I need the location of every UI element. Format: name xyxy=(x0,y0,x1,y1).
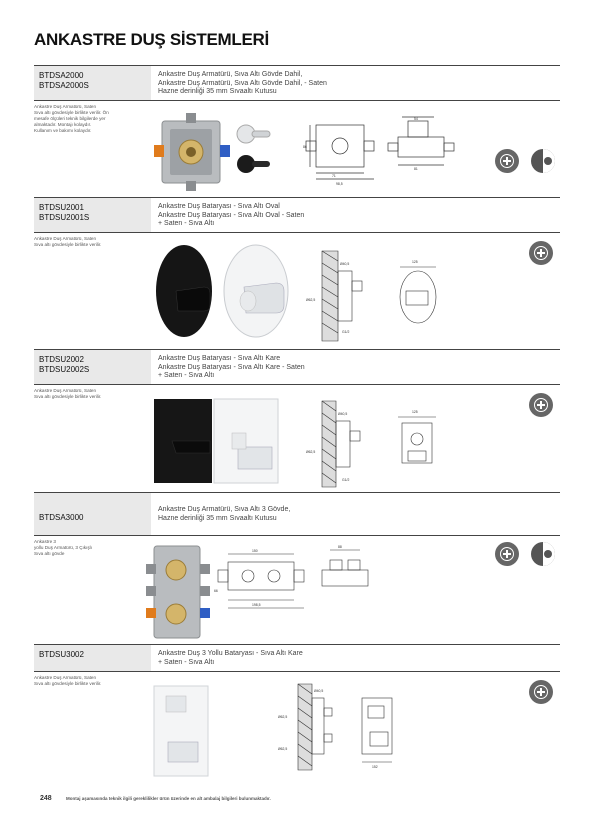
product-code: BTDSA2000S xyxy=(39,81,89,90)
section-header xyxy=(34,65,560,101)
product-section-3 xyxy=(34,349,560,491)
desc-line: Ankastre Duş Bataryası - Sıva Altı Kare xyxy=(158,355,281,362)
product-image-square-black xyxy=(152,397,216,487)
svg-text:125: 125 xyxy=(412,410,418,414)
note-line: Sıva altı gövdesiyle birlikte verilir. xyxy=(34,242,102,247)
desc-line: Ankastre Duş Armatürü, Sıva Altı Gövde Dahil, xyxy=(158,71,303,78)
note-line: Ankastre Duş Armatürü, Saten xyxy=(34,675,97,680)
svg-text:Ø62,5: Ø62,5 xyxy=(306,450,316,454)
product-codes xyxy=(34,350,151,384)
desc-line: Ankastre Duş Armatürü, Sıva Altı 3 Gövde, xyxy=(158,506,291,513)
desc-line: + Saten - Sıva Altı xyxy=(158,372,215,379)
desc-line: + Saten - Sıva Altı xyxy=(158,220,215,227)
page-number: 248 xyxy=(40,795,52,802)
product-code: BTDSU2002S xyxy=(39,365,90,374)
product-image-square-chrome xyxy=(212,397,282,487)
technical-drawing xyxy=(268,678,438,774)
product-note xyxy=(34,675,134,687)
product-note xyxy=(34,539,134,557)
water-saving-icon xyxy=(495,542,519,566)
product-description xyxy=(158,650,303,667)
product-code: BTDSU3002 xyxy=(39,650,84,659)
water-saving-icon xyxy=(529,241,553,265)
product-image-valve-body xyxy=(152,113,240,193)
svg-text:81: 81 xyxy=(414,167,418,171)
product-note xyxy=(34,104,134,134)
ceramic-cartridge-icon xyxy=(531,542,555,566)
section-header xyxy=(34,644,560,672)
svg-text:66: 66 xyxy=(214,589,218,593)
svg-text:86: 86 xyxy=(303,145,307,149)
water-saving-icon xyxy=(529,680,553,704)
svg-text:Ø62,5: Ø62,5 xyxy=(278,715,288,719)
product-image-knob-chrome xyxy=(234,123,274,145)
desc-line: Ankastre Duş Bataryası - Sıva Altı Oval - Saten xyxy=(158,211,305,219)
product-code: BTDSA3000 xyxy=(39,513,84,522)
desc-line: Ankastre Duş Armatürü, Sıva Altı Gövde Dahil, - Saten xyxy=(158,79,327,87)
svg-text:G1/2: G1/2 xyxy=(342,330,350,334)
product-note xyxy=(34,388,134,400)
svg-text:152: 152 xyxy=(372,765,378,769)
technical-drawing xyxy=(302,393,452,493)
note-line: Ankastre Duş Armatürü, Saten xyxy=(34,236,97,241)
product-description xyxy=(158,506,290,523)
product-description xyxy=(158,71,327,97)
product-image-knob-black xyxy=(234,153,274,175)
water-saving-icon xyxy=(495,149,519,173)
desc-line: Ankastre Duş Bataryası - Sıva Altı Kare - Saten xyxy=(158,363,305,371)
product-codes xyxy=(34,66,151,100)
product-codes xyxy=(34,493,151,535)
footer-note: Montaj aşamasında teknik ilgili gereklilikler ürün üzerinde en alt ambalaj bilgileri bulunmaktadır. xyxy=(66,796,271,801)
product-section-4 xyxy=(34,492,560,644)
note-line: yollu Duş Armatürü, 3 Çıkışlı xyxy=(34,545,92,550)
product-image-3way-body xyxy=(146,542,210,642)
svg-text:G1/2: G1/2 xyxy=(342,478,350,482)
note-line: Sıva altı gövdesiyle birlikte verilir. Ön xyxy=(34,110,109,115)
page-title: ANKASTRE DUŞ SİSTEMLERİ xyxy=(34,30,269,49)
product-codes xyxy=(34,645,151,671)
note-line: Ankastre Duş Armatürü, Saten xyxy=(34,388,97,393)
svg-text:98,5: 98,5 xyxy=(336,182,343,186)
svg-text:Ø40,5: Ø40,5 xyxy=(338,412,348,416)
product-code: BTDSU2001S xyxy=(39,213,90,222)
product-description xyxy=(158,203,304,229)
product-image-3way-chrome xyxy=(152,684,212,780)
water-saving-icon xyxy=(529,393,553,417)
svg-text:150: 150 xyxy=(252,549,258,553)
note-line: mesafe ölçüleri teknik bilgilerde yer xyxy=(34,116,106,121)
note-line: Kullanım ve bakımı kolaydır. xyxy=(34,128,92,133)
note-line: Sıva altı gövde xyxy=(34,551,65,556)
product-section-1 xyxy=(34,65,560,197)
section-header xyxy=(34,349,560,385)
technical-drawing xyxy=(212,542,382,616)
product-note xyxy=(34,236,134,248)
svg-text:54: 54 xyxy=(414,117,418,121)
desc-line: Ankastre Duş Bataryası - Sıva Altı Oval xyxy=(158,203,280,210)
note-line: Sıva altı gövdesiyle birlikte verilir. xyxy=(34,394,102,399)
desc-line: Hazne derinliği 35 mm Sıvaaltı Kutusu xyxy=(158,88,277,95)
desc-line: + Saten - Sıva Altı xyxy=(158,658,215,666)
product-code: BTDSU2002 xyxy=(39,355,84,364)
product-section-2 xyxy=(34,197,560,349)
desc-line: Ankastre Duş 3 Yollu Bataryası - Sıva Altı Kare xyxy=(158,650,303,657)
product-code: BTDSA2000 xyxy=(39,71,84,80)
svg-text:71: 71 xyxy=(332,174,336,178)
svg-text:198,5: 198,5 xyxy=(252,603,261,607)
note-line: Ankastre 3 xyxy=(34,539,56,544)
svg-text:Ø62,5: Ø62,5 xyxy=(306,298,316,302)
technical-drawing xyxy=(302,115,472,189)
ceramic-cartridge-icon xyxy=(531,149,555,173)
svg-text:Ø40,5: Ø40,5 xyxy=(314,689,324,693)
product-codes xyxy=(34,198,151,232)
technical-drawing xyxy=(302,241,452,345)
product-section-5 xyxy=(34,644,560,782)
product-code: BTDSU2001 xyxy=(39,203,84,212)
product-image-oval-chrome xyxy=(218,241,298,345)
section-header xyxy=(34,492,560,536)
product-image-oval-black xyxy=(154,241,222,345)
section-header xyxy=(34,197,560,233)
desc-line: Hazne derinliği 35 mm Sıvaaltı Kutusu xyxy=(158,514,277,522)
note-line: Ankastre Duş Armatürü, Saten xyxy=(34,104,97,109)
product-description xyxy=(158,355,305,381)
svg-text:Ø62,5: Ø62,5 xyxy=(278,747,288,751)
svg-text:125: 125 xyxy=(412,260,418,264)
note-line: almaktadır. Montajı kolaydır. xyxy=(34,122,92,127)
note-line: Sıva altı gövdesiyle birlikte verilir. xyxy=(34,681,102,686)
svg-text:Ø40,5: Ø40,5 xyxy=(340,262,350,266)
svg-text:88: 88 xyxy=(338,545,342,549)
